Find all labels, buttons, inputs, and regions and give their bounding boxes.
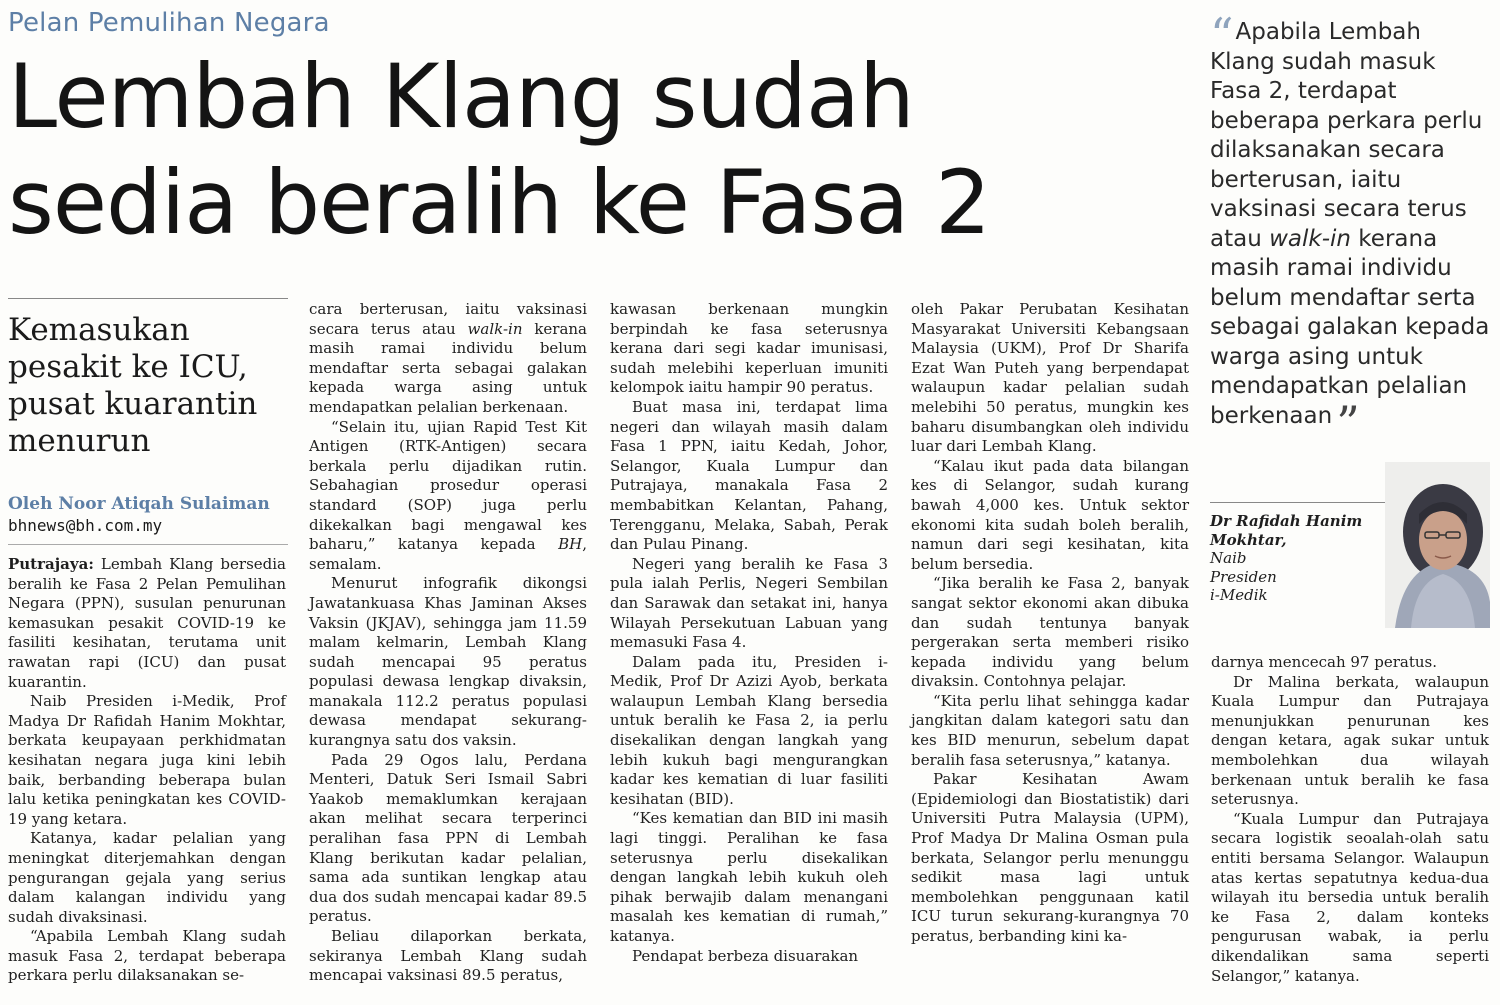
caption-role: Presiden bbox=[1210, 567, 1277, 586]
paragraph bbox=[309, 418, 587, 575]
paragraph-text: “Selain itu, ujian Rapid Test Kit Antigen (RTK-Antigen) secara berkala perlu dijadikan rutin. Sebahagian prosedur operasi standard (SOP) juga perlu dikekalkan bagi mengawal kes baharu,” katanya kepada bbox=[309, 417, 587, 554]
paragraph-text: Lembah Klang bersedia beralih ke Fasa 2 Pelan Pemulihan Negara (PPN), susulan penurunan kemasukan pesakit COVID-19 ke fasiliti kesihatan, terutama unit rawatan rapi (ICU) dan pusat kuarantin. bbox=[8, 555, 286, 691]
headline-line-1: Lembah Klang sudah bbox=[8, 45, 914, 148]
paragraph: darnya mencecah 97 peratus. bbox=[1211, 653, 1437, 671]
paragraph bbox=[309, 300, 587, 418]
paragraph: “Kalau ikut pada data bilangan kes di Selangor, sudah kurang bawah 4,000 kes. Untuk sektor ekonomi kita sudah boleh beralih, namun dari segi kesihatan, kita belum bersedia. bbox=[911, 456, 1189, 573]
article-column-1 bbox=[8, 555, 286, 986]
paragraph: “Kuala Lumpur dan Putrajaya secara logistik seoalah-olah satu entiti bersama Selangor. Walaupun atas kertas sepatutnya kedua-dua wilayah itu bersedia untuk beralih ke Fasa 2, dalam konteks pengurusan wabak, ia perlu dikendalikan sama seperti Selangor,” katanya. bbox=[1211, 809, 1489, 985]
paragraph: Beliau dilaporkan berkata, sekiranya Lembah Klang sudah mencapai vaksinasi 89.5 peratus, bbox=[309, 927, 587, 985]
paragraph: oleh Pakar Perubatan Kesihatan Masyarakat Universiti Kebangsaan Malaysia (UKM), Prof Dr Sharifa Ezat Wan Puteh yang berpendapat walaupun kadar pelalian sudah melebihi 50 peratus, mungkin kes baharu disumbangkan oleh individu luar dari Lembah Klang. bbox=[911, 300, 1189, 456]
subheadline: Kemasukan pesakit ke ICU, pusat kuarantin menurun bbox=[8, 312, 258, 459]
italic-term: walk-in bbox=[467, 319, 523, 338]
photo-caption bbox=[1210, 512, 1370, 605]
article-column-3 bbox=[610, 300, 888, 966]
subhead-divider bbox=[8, 298, 288, 299]
paragraph: Dalam pada itu, Presiden i-Medik, Prof Dr Azizi Ayob, berkata walaupun Lembah Klang bersedia untuk beralih ke Fasa 2, ia perlu disekalikan dengan langkah yang lebih kukuh bagi mengurangkan kadar kes kematian di luar fasiliti kesihatan (BID). bbox=[610, 652, 888, 808]
dateline: Putrajaya: bbox=[8, 555, 94, 573]
paragraph: kawasan berkenaan mungkin berpindah ke fasa seterusnya kerana dari segi kadar imunisasi, sudah melebihi keperluan imuniti kelompok iaitu hampir 90 peratus. bbox=[610, 300, 888, 397]
portrait-illustration bbox=[1385, 462, 1490, 628]
paragraph: Buat masa ini, terdapat lima negeri dan wilayah masih dalam Fasa 1 PPN, iaitu Kedah, Johor, Selangor, Kuala Lumpur dan Putrajaya, manakala Fasa 2 membabitkan Kelantan, Pahang, Terengganu, Melaka, Sabah, Perak dan Pulau Pinang. bbox=[610, 397, 888, 554]
paragraph: “Kita perlu lihat sehingga kadar jangkitan dalam kategori satu dan kes BID menurun, sebelum dapat beralih fasa seterusnya,” katanya. bbox=[911, 691, 1189, 769]
paragraph: Naib Presiden i-Medik, Prof Madya Dr Rafidah Hanim Mokhtar, berkata keupayaan perkhidmatan kesihatan negara juga kini lebih baik, berbanding beberapa bulan lalu ketika peningkatan kes COVID-19 yang ketara. bbox=[8, 692, 286, 828]
close-quote-icon: ” bbox=[1336, 395, 1360, 450]
paragraph-text: kerana masih ramai individu belum mendaftar serta sebagai galakan kepada warga asing untuk mendapatkan pelalian berkenaan. bbox=[309, 319, 588, 416]
paragraph: Dr Malina berkata, walaupun Kuala Lumpur dan Putrajaya menunjukkan penurunan kes dengan ketara, agak sukar untuk membolehkan dua wilayah berkenaan untuk beralih ke fasa seterusnya. bbox=[1211, 672, 1489, 809]
paragraph bbox=[8, 555, 286, 692]
paragraph: “Apabila Lembah Klang sudah masuk Fasa 2, terdapat beberapa perkara perlu dilaksanakan se- bbox=[8, 927, 286, 985]
headline bbox=[8, 44, 1018, 256]
paragraph: Katanya, kadar pelalian yang meningkat diterjemahkan dengan pengurangan gejala yang serius dalam kalangan individu yang sudah divaksinasi. bbox=[8, 829, 286, 926]
byline: Oleh Noor Atiqah Sulaiman bbox=[8, 494, 270, 514]
caption-name: Dr Rafidah Hanim Mokhtar, bbox=[1210, 512, 1363, 549]
italic-term: walk-in bbox=[1269, 225, 1351, 252]
paragraph: Pada 29 Ogos lalu, Perdana Menteri, Datuk Seri Ismail Sabri Yaakob memaklumkan kerajaan akan melihat secara terperinci peralihan fasa PPN di Lembah Klang berikutan kadar pelalian, sama ada suntikan lengkap atau dua dos sudah mencapai kadar 89.5 peratus. bbox=[309, 750, 587, 926]
pull-quote bbox=[1210, 8, 1490, 450]
portrait-photo bbox=[1385, 462, 1490, 628]
italic-term: BH bbox=[558, 535, 583, 554]
paragraph: Menurut infografik dikongsi Jawatankuasa Khas Jaminan Akses Vaksin (JKJAV), sehingga jam 11.59 malam kelmarin, Lembah Klang sudah mencapai 95 peratus populasi dewasa lengkap divaksin, manakala 112.2 peratus populasi dewasa mendapat sekurang-kurangnya satu dos vaksin. bbox=[309, 574, 587, 750]
paragraph: Pakar Kesihatan Awam (Epidemiologi dan Biostatistik) dari Universiti Putra Malaysia (UPM), Prof Madya Dr Malina Osman pula berkata, Selangor perlu menunggu sedikit masa lagi untuk membolehkan penggunaan katil ICU turun sekurang-kurangnya 70 peratus, berbanding kini ka- bbox=[911, 770, 1189, 945]
paragraph: “Kes kematian dan BID ini masih lagi tinggi. Peralihan ke fasa seterusnya perlu disekalikan dengan langkah lebih kukuh oleh pihak berwajib dalam menangani masalah kes kematian di rumah,” katanya. bbox=[610, 809, 888, 945]
caption-divider bbox=[1210, 502, 1385, 503]
open-quote-icon: “ bbox=[1210, 8, 1234, 62]
author-email[interactable]: bhnews@bh.com.my bbox=[8, 516, 163, 535]
paragraph: “Jika beralih ke Fasa 2, banyak sangat sektor ekonomi akan dibuka dan sudah tentunya banyak pergerakan serta memberi risiko kepada individu yang belum divaksin. Contohnya pelajar. bbox=[911, 574, 1189, 691]
article-column-4 bbox=[911, 300, 1189, 947]
section-kicker: Pelan Pemulihan Negara bbox=[8, 8, 330, 38]
article-column-5 bbox=[1211, 653, 1489, 986]
paragraph-text: cara berterusan, iaitu vaksinasi secara terus atau bbox=[309, 300, 587, 338]
pull-quote-text: Apabila Lembah Klang sudah masuk Fasa 2, terdapat beberapa perkara perlu dilaksanakan secara berterusan, iaitu vaksinasi secara terus atau bbox=[1210, 19, 1483, 252]
caption-role: Naib bbox=[1210, 549, 1247, 567]
pull-quote-text: kerana masih ramai individu belum mendaftar serta sebagai galakan kepada warga asing untuk mendapatkan pelalian berkenaan bbox=[1210, 225, 1490, 429]
paragraph: Negeri yang beralih ke Fasa 3 pula ialah Perlis, Negeri Sembilan dan Sarawak dan setakat ini, hanya Wilayah Persekutuan Labuan yang memasuki Fasa 4. bbox=[610, 554, 888, 652]
headline-line-2: sedia beralih ke Fasa 2 bbox=[8, 151, 991, 254]
byline-divider bbox=[8, 544, 288, 545]
paragraph: Pendapat berbeza disuarakan bbox=[632, 946, 859, 965]
caption-role: i-Medik bbox=[1210, 586, 1268, 604]
paragraph-text: , semalam. bbox=[309, 535, 587, 573]
article-column-2 bbox=[309, 300, 587, 986]
